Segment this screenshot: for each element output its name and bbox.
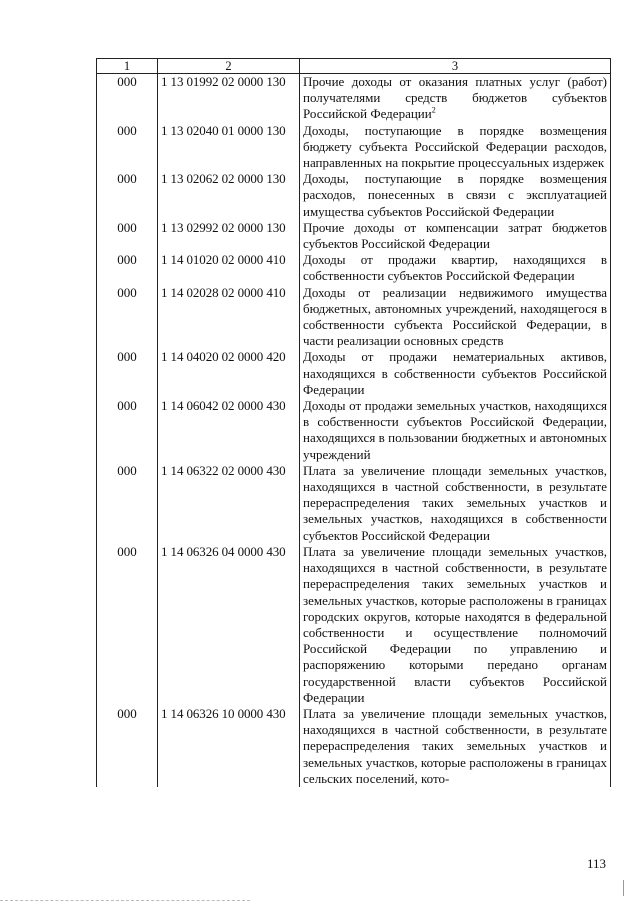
admin-code-cell: 000 bbox=[97, 706, 158, 787]
table-header bbox=[97, 59, 611, 74]
admin-code-cell: 000 bbox=[97, 220, 158, 252]
income-name-cell bbox=[300, 220, 611, 252]
income-code-cell: 1 14 06322 02 0000 430 bbox=[158, 463, 300, 544]
admin-code-cell: 000 bbox=[97, 123, 158, 172]
table-row bbox=[97, 398, 611, 463]
table-row bbox=[97, 252, 611, 284]
income-code-cell: 1 14 04020 02 0000 420 bbox=[158, 349, 300, 398]
footnote-marker: 2 bbox=[431, 106, 436, 116]
income-name-text: Прочие доходы от оказания платных услуг (работ) получателями средств бюджетов субъектов Российской Федерации bbox=[303, 74, 607, 122]
income-name-text: Доходы, поступающие в порядке возмещения расходов, понесенных в связи с эксплуатацией имущества субъектов Российской Федерации bbox=[303, 171, 607, 219]
scan-edge-line bbox=[0, 900, 250, 901]
table-row bbox=[97, 544, 611, 706]
scan-edge-mark bbox=[623, 880, 624, 896]
header-col-3: 3 bbox=[300, 59, 611, 74]
admin-code-cell: 000 bbox=[97, 252, 158, 284]
income-name-cell bbox=[300, 398, 611, 463]
table-row bbox=[97, 349, 611, 398]
income-code-cell: 1 14 06042 02 0000 430 bbox=[158, 398, 300, 463]
income-name-text: Плата за увеличение площади земельных участков, находящихся в частной собственности, в результате перераспределения таких земельных участков и земельных участков, находящихся в собственности субъектов Российской Федерации bbox=[303, 462, 607, 543]
income-name-cell bbox=[300, 544, 611, 706]
admin-code-cell: 000 bbox=[97, 463, 158, 544]
table-row bbox=[97, 123, 611, 172]
income-code-cell: 1 13 02062 02 0000 130 bbox=[158, 171, 300, 220]
income-code-cell: 1 14 01020 02 0000 410 bbox=[158, 252, 300, 284]
income-name-cell bbox=[300, 463, 611, 544]
table-row bbox=[97, 463, 611, 544]
income-name-cell bbox=[300, 171, 611, 220]
income-code-cell: 1 14 02028 02 0000 410 bbox=[158, 285, 300, 350]
admin-code-cell: 000 bbox=[97, 349, 158, 398]
table-row bbox=[97, 220, 611, 252]
income-name-cell bbox=[300, 252, 611, 284]
income-code-cell: 1 13 01992 02 0000 130 bbox=[158, 74, 300, 123]
income-code-cell: 1 14 06326 04 0000 430 bbox=[158, 544, 300, 706]
income-name-text: Прочие доходы от компенсации затрат бюджетов субъектов Российской Федерации bbox=[303, 219, 607, 252]
header-col-2: 2 bbox=[158, 59, 300, 74]
table-row bbox=[97, 171, 611, 220]
income-name-text: Доходы от реализации недвижимого имущества бюджетных, автономных учреждений, находящегося в собственности субъекта Российской Федерации, в части реализации основных средств bbox=[303, 284, 607, 349]
admin-code-cell: 000 bbox=[97, 74, 158, 123]
income-code-cell: 1 13 02040 01 0000 130 bbox=[158, 123, 300, 172]
income-name-text: Доходы, поступающие в порядке возмещения бюджету субъекта Российской Федерации расходов, направленных на покрытие процессуальных издержек bbox=[303, 122, 607, 171]
income-name-text: Доходы от продажи нематериальных активов, находящихся в собственности субъектов Российской Федерации bbox=[303, 349, 607, 397]
admin-code-cell: 000 bbox=[97, 285, 158, 350]
table-row bbox=[97, 706, 611, 787]
income-code-cell: 1 13 02992 02 0000 130 bbox=[158, 220, 300, 252]
admin-code-cell: 000 bbox=[97, 544, 158, 706]
income-name-text: Доходы от продажи квартир, находящихся в собственности субъектов Российской Федерации bbox=[303, 252, 607, 284]
income-name-cell bbox=[300, 706, 611, 787]
income-name-text: Плата за увеличение площади земельных участков, находящихся в частной собственности, в результате перераспределения таких земельных участков и земельных участков, которые расположены в границах сельских поселений, кото- bbox=[303, 705, 607, 786]
table-row bbox=[97, 74, 611, 123]
income-code-cell: 1 14 06326 10 0000 430 bbox=[158, 706, 300, 787]
income-name-text: Плата за увеличение площади земельных участков, находящихся в частной собственности, в результате перераспределения таких земельных участков и земельных участков, которые расположены в границах городских округов, которые находятся в федеральной собственности и осуществление полномочий Российской Федерации по управлению и распоряжению которыми передано органам государственной власти субъектов Российской Федерации bbox=[303, 543, 607, 705]
admin-code-cell: 000 bbox=[97, 398, 158, 463]
income-name-cell bbox=[300, 123, 611, 172]
income-codes-table bbox=[96, 58, 611, 787]
header-row bbox=[97, 59, 611, 74]
admin-code-cell: 000 bbox=[97, 171, 158, 220]
income-name-text: Доходы от продажи земельных участков, находящихся в собственности субъектов Российской Федерации, находящихся в пользовании бюджетных и автономных учреждений bbox=[303, 398, 607, 462]
table-row bbox=[97, 285, 611, 350]
income-name-cell bbox=[300, 74, 611, 123]
header-col-1: 1 bbox=[97, 59, 158, 74]
table-body bbox=[97, 74, 611, 787]
income-name-cell bbox=[300, 285, 611, 350]
income-name-cell bbox=[300, 349, 611, 398]
page-number: 113 bbox=[586, 856, 606, 871]
